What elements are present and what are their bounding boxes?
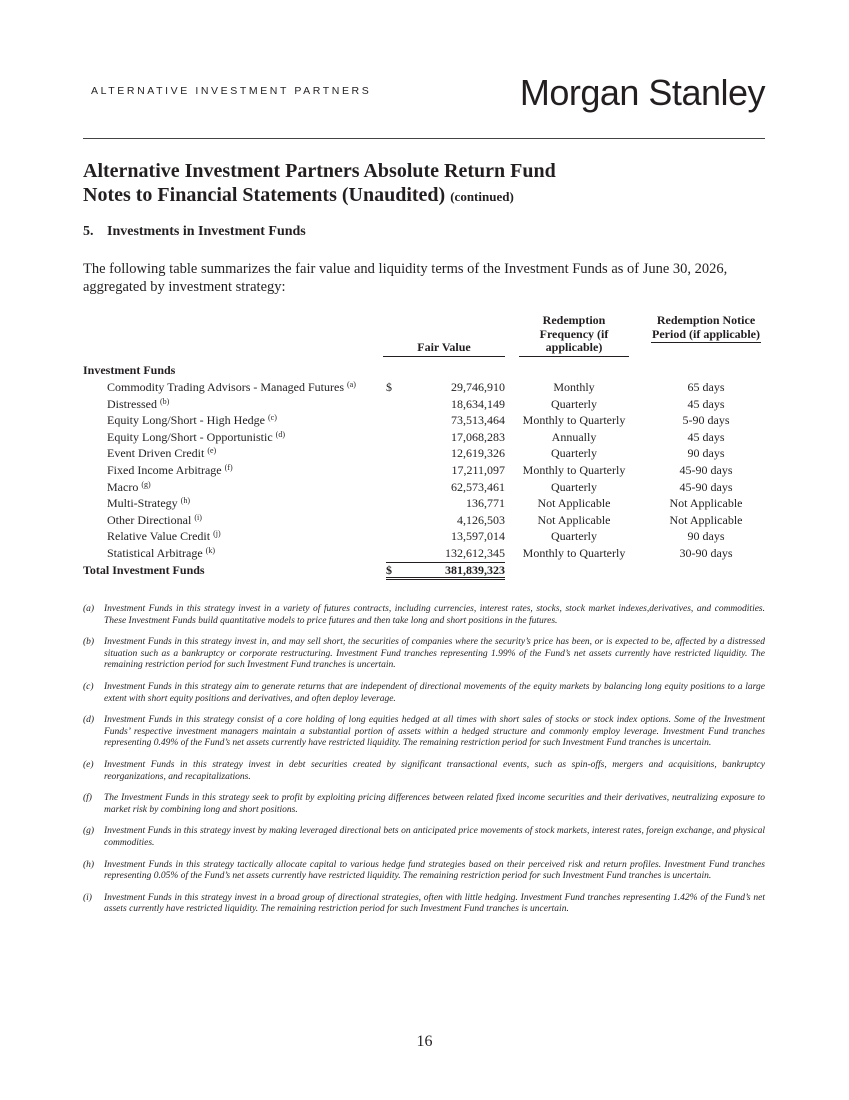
title-continued: (continued) [450, 189, 514, 204]
table-row [83, 379, 765, 396]
footnote-text: Investment Funds in this strategy tactically allocate capital to various hedge fund strategies based on their perceived risk and return profiles. Investment Fund tranches representing 0.05% of the Fund’s net assets currently have restricted liquidity. The remaining restriction period for such Investment Fund tranches is uncertain. [104, 859, 765, 882]
footnote-ref: (c) [267, 413, 277, 423]
redemption-notice: 90 days [687, 446, 725, 461]
footnote-text: The Investment Funds in this strategy seek to profit by exploiting pricing differences between related fixed income securities and their derivatives, neutralizing exposure to market risk by combining long and short positions. [104, 793, 765, 815]
title-line-1: Alternative Investment Partners Absolute Return Fund [83, 160, 556, 182]
fair-value: 17,068,283 [451, 429, 505, 444]
total-label: Total Investment Funds [83, 563, 205, 577]
section-number: 5. [83, 224, 94, 239]
footnote-text: Investment Funds in this strategy invest by making leveraged directional bets on anticipated price movements of stock markets, interest rates, foreign exchange, and physical commodities. [104, 826, 765, 848]
redemption-notice: 45-90 days [679, 479, 733, 494]
header-divider [83, 138, 765, 139]
redemption-frequency: Quarterly [551, 479, 597, 494]
table-row [83, 479, 765, 496]
redemption-notice: 30-90 days [679, 545, 733, 560]
table-row [83, 396, 765, 413]
footnote [83, 860, 765, 883]
col-header-redemption-notice: Redemption Notice Period (if applicable) [651, 314, 761, 343]
strategy-label: Commodity Trading Advisors - Managed Futures [107, 380, 345, 394]
strategy-label: Macro [107, 479, 139, 494]
footnote [83, 893, 765, 916]
strategy-name [107, 512, 202, 529]
currency-sign: $ [386, 380, 392, 394]
strategy-label: Equity Long/Short - Opportunistic [107, 429, 273, 444]
footnote [83, 715, 765, 750]
footnote-ref: (g) [141, 479, 151, 489]
redemption-frequency: Monthly [553, 380, 595, 394]
footnote-text: Investment Funds in this strategy invest in a variety of futures contracts, including currencies, interest rates, stocks, stock market indexes,derivatives, and commodities. These Investment Funds build quantitative models to price futures and then take long and short positions in the futures. [104, 604, 765, 626]
col-header-fair-value: Fair Value [383, 341, 505, 357]
footnote-ref: (h) [180, 496, 190, 506]
strategy-name [107, 462, 233, 479]
footnote-text: Investment Funds in this strategy consist of a core holding of long equities hedged at all times with short sales of stocks or stock index options. Some of the Investment Funds’ respective investment managers maintain a substantial portion of assets within a hedged structure and commonly employ leverage. Investment Fund tranches representing 0.49% of the Fund’s net assets currently have restricted liquidity. The remaining restriction period for such Investment Fund tranches is uncertain. [104, 715, 765, 749]
total-currency-sign: $ [386, 563, 392, 577]
redemption-frequency: Monthly to Quarterly [522, 413, 626, 428]
table-row [83, 545, 765, 562]
redemption-notice: Not Applicable [669, 512, 743, 527]
table-row [83, 429, 765, 446]
fair-value: 73,513,464 [451, 413, 505, 428]
fair-value: 12,619,326 [451, 446, 505, 461]
strategy-label: Statistical Arbitrage [107, 545, 203, 560]
footnote-ref: (e) [207, 446, 217, 456]
redemption-notice: 65 days [687, 380, 725, 394]
footnote-marker: (d) [83, 715, 95, 726]
header-tagline: ALTERNATIVE INVESTMENT PARTNERS [91, 85, 372, 97]
redemption-frequency: Not Applicable [537, 512, 611, 527]
redemption-notice: 45-90 days [679, 462, 733, 477]
strategy-name [107, 396, 169, 413]
strategy-label: Event Driven Credit [107, 446, 205, 461]
title-line-2-text: Notes to Financial Statements (Unaudited) [83, 184, 446, 206]
table-row [83, 495, 765, 512]
redemption-notice: 5-90 days [682, 413, 730, 428]
fair-value: 132,612,345 [445, 545, 505, 560]
strategy-name [107, 545, 215, 562]
footnote [83, 637, 765, 672]
page-number: 16 [416, 1033, 433, 1050]
strategy-label: Other Directional [107, 512, 192, 527]
total-value: 381,839,323 [445, 563, 505, 577]
strategy-label: Fixed Income Arbitrage [107, 462, 222, 477]
footnote-marker: (f) [83, 793, 92, 804]
redemption-notice: 45 days [687, 429, 725, 444]
redemption-notice: 90 days [687, 529, 725, 544]
redemption-frequency: Monthly to Quarterly [522, 545, 626, 560]
fair-value: 29,746,910 [451, 380, 505, 394]
footnote-ref: (j) [213, 529, 221, 539]
strategy-label: Multi-Strategy [107, 496, 178, 511]
strategy-name [107, 495, 190, 512]
footnote-marker: (h) [83, 859, 95, 870]
total-double-rule-1 [386, 577, 505, 578]
strategy-label: Relative Value Credit [107, 529, 211, 544]
col-header-redemption-frequency: Redemption Frequency (if applicable) [519, 314, 629, 357]
intro-paragraph: The following table summarizes the fair value and liquidity terms of the Investment Funds as of June 30, 2026, aggregated by investment strategy: [83, 261, 728, 295]
table-row [83, 512, 765, 529]
strategy-label: Equity Long/Short - High Hedge [107, 413, 265, 428]
footnote-marker: (e) [83, 759, 94, 770]
footnote-marker: (b) [83, 637, 95, 648]
footnote [83, 682, 765, 705]
strategy-name [107, 528, 221, 545]
redemption-frequency: Not Applicable [537, 496, 611, 511]
table-row [83, 412, 765, 429]
footnotes [83, 604, 765, 926]
table-row [83, 462, 765, 479]
page-title [83, 159, 556, 209]
fair-value: 136,771 [466, 496, 505, 511]
strategy-name [107, 479, 151, 496]
strategy-name [107, 445, 216, 462]
footnote-ref: (f) [224, 462, 233, 472]
strategy-name [107, 412, 277, 429]
footnote-marker: (g) [83, 826, 95, 837]
footnote-text: Investment Funds in this strategy invest in a broad group of directional strategies, often with little hedging. Investment Fund tranches representing 1.42% of the Fund’s net assets currently have restricted liquidity. The remaining restriction period for such Investment Fund tranches is uncertain. [104, 892, 765, 915]
footnote-ref: (a) [347, 380, 356, 389]
total-double-rule-2 [386, 579, 505, 580]
fair-value: 62,573,461 [451, 479, 505, 494]
fair-value: 4,126,503 [457, 512, 505, 527]
strategy-name [107, 379, 356, 396]
section-title: Investments in Investment Funds [107, 224, 306, 239]
footnote-text: Investment Funds in this strategy invest in, and may sell short, the securities of companies where the security’s price has been, or is expected to be, affected by a distressed situation such as a bankruptcy or corporate restructuring. Investment Fund tranches representing 1.99% of the Fund’s net assets currently have restricted liquidity. The remaining restriction period for such Investment Fund tranches is uncertain. [104, 637, 765, 671]
footnote [83, 604, 765, 627]
table-body [83, 379, 765, 562]
redemption-frequency: Quarterly [551, 529, 597, 544]
fair-value: 17,211,097 [451, 462, 505, 477]
title-line-2 [83, 183, 556, 209]
fair-value: 13,597,014 [451, 529, 505, 544]
redemption-frequency: Quarterly [551, 446, 597, 461]
footnote-marker: (i) [83, 892, 92, 903]
footnote-marker: (a) [83, 604, 95, 614]
redemption-frequency: Monthly to Quarterly [522, 462, 626, 477]
footnote-text: Investment Funds in this strategy aim to generate returns that are independent of directional movements of the equity markets by balancing long equity positions to a large extent with short equity positions and derivatives, and often deploy leverage. [104, 681, 765, 704]
redemption-notice: Not Applicable [669, 496, 743, 511]
table-row [83, 445, 765, 462]
footnote-text: Investment Funds in this strategy invest in debt securities created by significant transactional events, such as spin-offs, mergers and acquisitions, bankruptcy reorganizations, and recapitalizations. [104, 759, 765, 782]
redemption-frequency: Annually [551, 429, 597, 444]
fair-value: 18,634,149 [451, 396, 505, 411]
section-heading [83, 224, 306, 240]
footnote-ref: (d) [275, 429, 285, 439]
strategy-label: Distressed [107, 396, 157, 411]
footnote [83, 793, 765, 816]
strategy-name [107, 429, 285, 446]
redemption-frequency: Quarterly [551, 396, 597, 411]
footnote-ref: (b) [160, 396, 170, 406]
footnote-ref: (k) [205, 545, 215, 555]
footnote [83, 826, 765, 849]
table-row [83, 528, 765, 545]
footnote-ref: (i) [194, 512, 202, 522]
group-label: Investment Funds [83, 363, 176, 377]
footnote [83, 760, 765, 783]
redemption-notice: 45 days [687, 396, 725, 411]
morgan-stanley-logo: Morgan Stanley [519, 72, 765, 113]
footnote-marker: (c) [83, 681, 94, 692]
